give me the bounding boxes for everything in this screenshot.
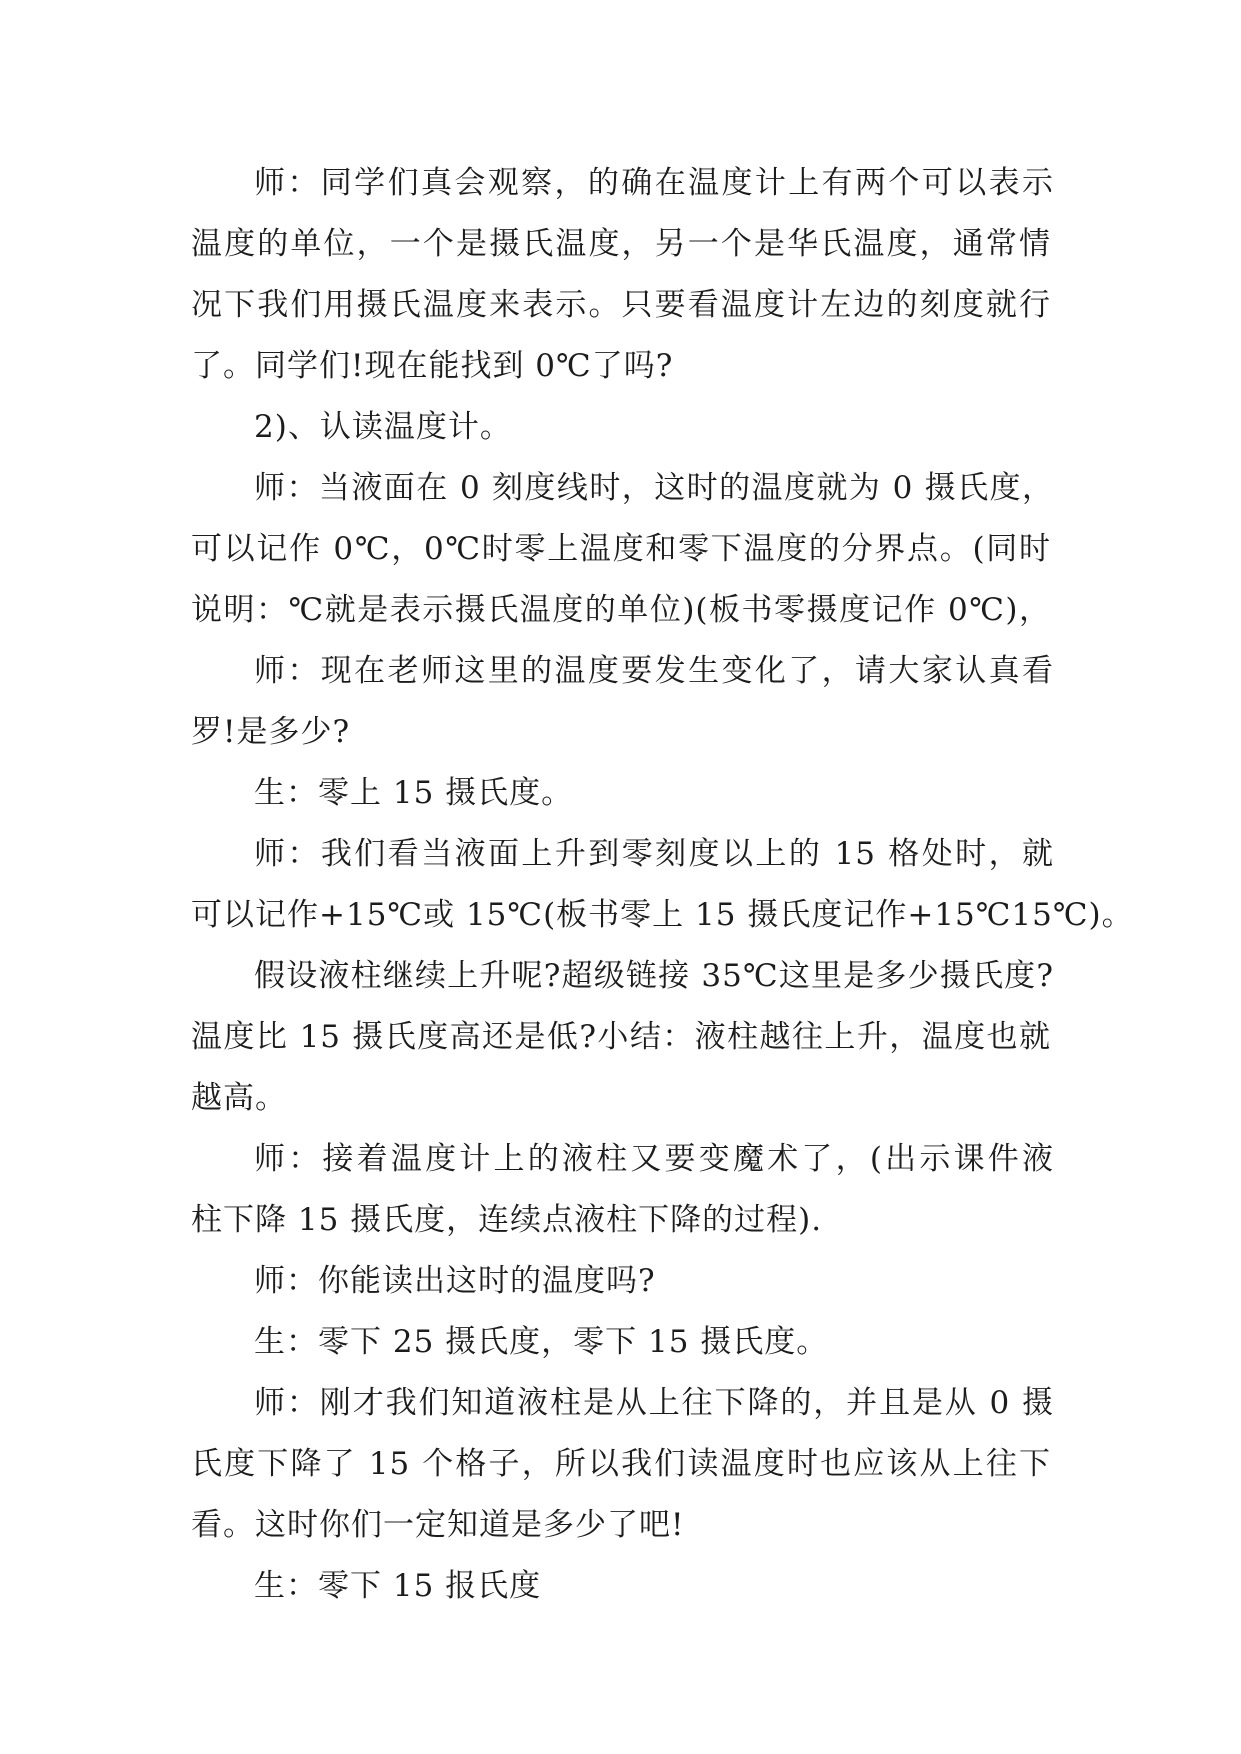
text-line: 温度比 15 摄氏度高还是低?小结：液柱越往上升，温度也就 — [191, 1019, 1051, 1055]
text-line: 假设液柱继续上升呢?超级链接 35℃这里是多少摄氏度? — [254, 958, 1054, 994]
text-line: 况下我们用摄氏温度来表示。只要看温度计左边的刻度就行 — [191, 287, 1051, 323]
text-line: 师：你能读出这时的温度吗? — [254, 1263, 656, 1299]
text-line: 师：同学们真会观察，的确在温度计上有两个可以表示 — [254, 165, 1054, 201]
text-line: 可以记作+15℃或 15℃(板书零上 15 摄氏度记作+15℃15℃)。 — [191, 897, 1134, 933]
text-line: 师：接着温度计上的液柱又要变魔术了，(出示课件液 — [254, 1141, 1054, 1177]
text-line: 师：当液面在 0 刻度线时，这时的温度就为 0 摄氏度， — [254, 470, 1054, 506]
text-line: 生：零下 15 报氏度 — [254, 1568, 542, 1604]
text-line: 师：我们看当液面上升到零刻度以上的 15 格处时，就 — [254, 836, 1054, 872]
text-line: 师：现在老师这里的温度要发生变化了，请大家认真看 — [254, 653, 1054, 689]
text-line: 生：零下 25 摄氏度，零下 15 摄氏度。 — [254, 1324, 829, 1360]
text-line: 了。同学们!现在能找到 0℃了吗? — [191, 348, 674, 384]
text-line: 柱下降 15 摄氏度，连续点液柱下降的过程). — [191, 1202, 823, 1238]
text-line: 说明：℃就是表示摄氏温度的单位)(板书零摄度记作 0℃)， — [191, 592, 1051, 628]
text-line: 氏度下降了 15 个格子，所以我们读温度时也应该从上往下 — [191, 1446, 1051, 1482]
text-line: 温度的单位，一个是摄氏温度，另一个是华氏温度，通常情 — [191, 226, 1051, 262]
text-line: 生：零上 15 摄氏度。 — [254, 775, 574, 811]
text-line: 罗!是多少? — [191, 714, 351, 750]
text-line: 师：刚才我们知道液柱是从上往下降的，并且是从 0 摄 — [254, 1385, 1054, 1421]
text-line: 看。这时你们一定知道是多少了吧! — [191, 1507, 685, 1543]
text-line: 越高。 — [191, 1080, 287, 1116]
text-line: 可以记作 0℃，0℃时零上温度和零下温度的分界点。(同时 — [191, 531, 1051, 567]
text-line: 2)、认读温度计。 — [254, 409, 512, 445]
